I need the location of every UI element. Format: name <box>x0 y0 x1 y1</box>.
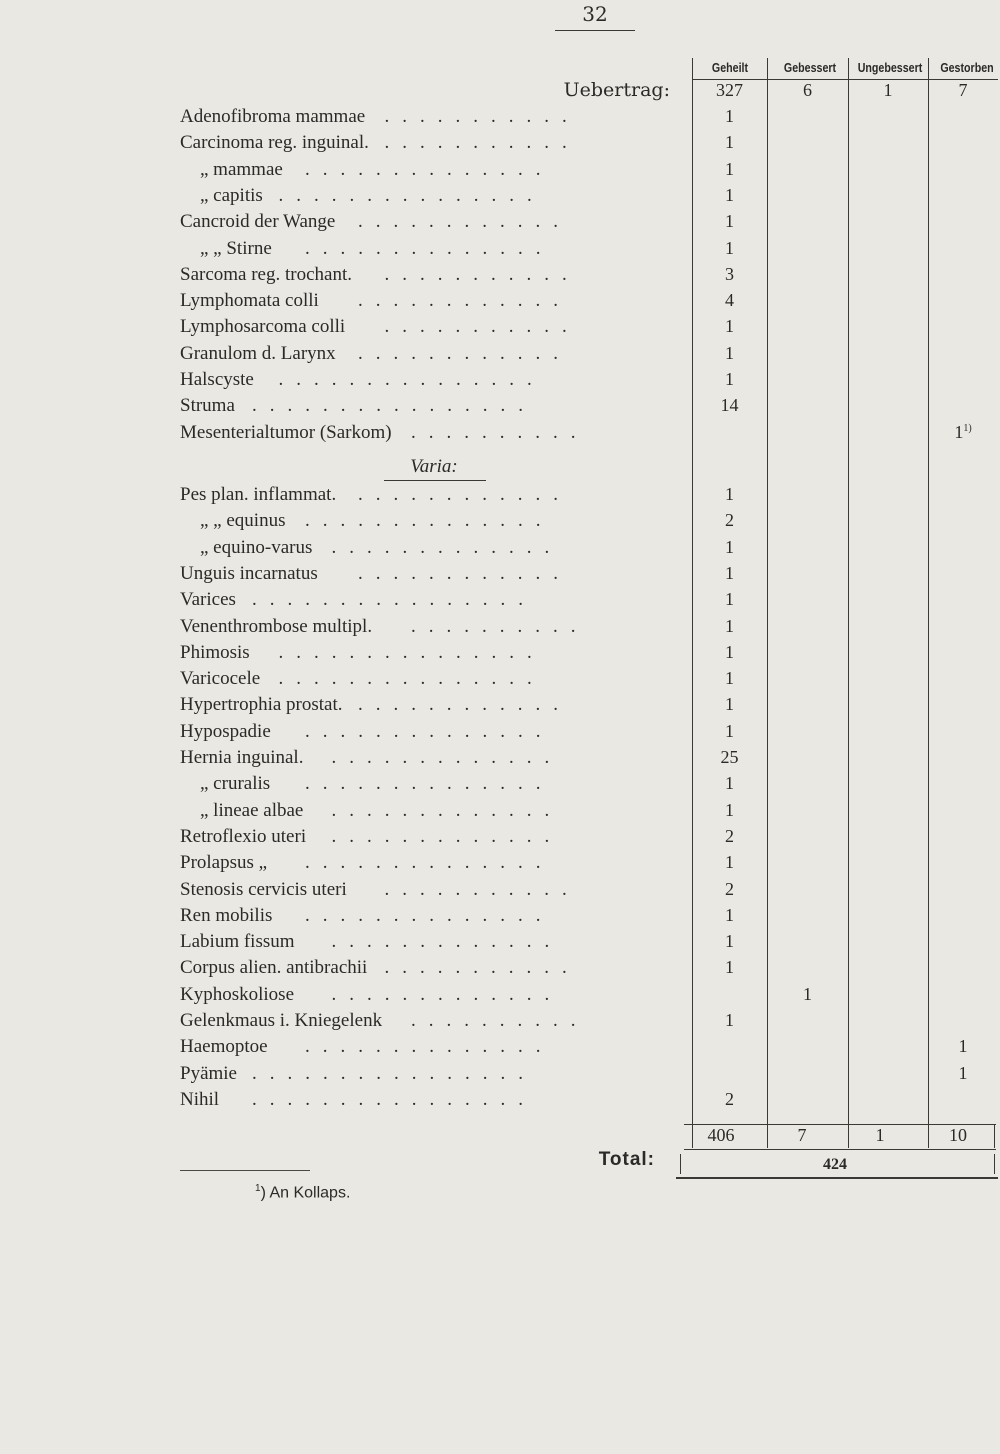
cell-value: 1 <box>725 238 734 258</box>
cell-value: 1 <box>725 852 734 872</box>
row-label: Mesenterialtumor (Sarkom) <box>180 422 392 443</box>
row-label: Kyphoskoliose <box>180 984 294 1005</box>
cell-value: 1 <box>725 1010 734 1030</box>
row-label: Varices <box>180 589 236 610</box>
cell-value: 1 <box>725 616 734 636</box>
row-label: Phimosis <box>180 642 250 663</box>
cell-value: 1 <box>725 957 734 977</box>
cell-value: 1 <box>725 905 734 925</box>
cell-value: 1 <box>725 132 734 152</box>
column-rule <box>848 58 849 1148</box>
cell-geheilt <box>692 721 767 742</box>
leader-dots: .............. <box>305 852 554 873</box>
cell-value: 3 <box>725 264 734 284</box>
leader-dots: ............. <box>331 826 563 847</box>
cell-geheilt <box>692 747 767 768</box>
cell-geheilt <box>692 510 767 531</box>
cell-value: 4 <box>725 290 734 310</box>
cell-value: 25 <box>720 747 739 767</box>
cell-value: 1 <box>958 1063 968 1083</box>
column-rule <box>928 58 929 1148</box>
row-label: Granulom d. Larynx <box>180 343 336 364</box>
row-label: Ren mobilis <box>180 905 273 926</box>
leader-dots: ............. <box>331 800 563 821</box>
cell-value: 2 <box>725 510 734 530</box>
row-label: „ mammae <box>200 159 283 180</box>
leader-dots: .............. <box>305 238 554 259</box>
cell-geheilt <box>692 773 767 794</box>
cell-gebessert <box>767 984 848 1005</box>
cell-value: 1 <box>725 773 734 793</box>
cell-value: 1 <box>725 721 734 741</box>
cell-value: 1 <box>958 1036 968 1056</box>
leader-dots: .............. <box>305 773 554 794</box>
row-label: Cancroid der Wange <box>180 211 336 232</box>
row-label: Venenthrombose multipl. <box>180 616 373 637</box>
cell-gestorben <box>928 1063 998 1084</box>
leader-dots: ............. <box>331 931 563 952</box>
cell-value: 1 <box>954 422 964 442</box>
column-header-gebessert: Gebessert <box>783 60 837 75</box>
leader-dots: ........... <box>384 879 580 900</box>
cell-geheilt <box>692 563 767 584</box>
carry-over-ungebessert: 1 <box>883 80 893 100</box>
cell-geheilt <box>692 343 767 364</box>
row-label: Pyämie <box>180 1063 237 1084</box>
cell-value: 1 <box>725 369 734 389</box>
row-label: Unguis incarnatus <box>180 563 318 584</box>
grand-total: 424 <box>823 1156 847 1173</box>
section-heading-varia: Varia: <box>410 456 458 477</box>
row-label: „ cruralis <box>200 773 271 794</box>
leader-dots: ................ <box>252 395 536 416</box>
cell-geheilt <box>692 264 767 285</box>
row-label: Struma <box>180 395 235 416</box>
total-bracket-right <box>994 1154 995 1174</box>
subtotal-geheilt: 406 <box>707 1125 735 1145</box>
column-rule <box>994 1124 995 1148</box>
cell-geheilt <box>692 211 767 232</box>
row-label: „ equino-varus <box>200 537 313 558</box>
subtotal-gestorben: 10 <box>949 1125 967 1145</box>
row-label: „ capitis <box>200 185 263 206</box>
cell-geheilt <box>692 290 767 311</box>
leader-dots: ............ <box>358 484 571 505</box>
leader-dots: ............... <box>278 185 545 206</box>
row-label: Corpus alien. antibrachii <box>180 957 368 978</box>
cell-geheilt <box>692 369 767 390</box>
leader-dots: ........... <box>384 132 580 153</box>
leader-dots: ................ <box>252 1089 536 1110</box>
carry-over-label: Uebertrag: <box>563 79 670 101</box>
cell-geheilt <box>692 957 767 978</box>
cell-geheilt <box>692 484 767 505</box>
footnote <box>255 1183 350 1202</box>
leader-dots: ............ <box>358 211 571 232</box>
leader-dots: ............... <box>278 668 545 689</box>
column-header-ungebessert: Ungebessert <box>857 60 923 75</box>
row-label: „ „ Stirne <box>200 238 272 259</box>
cell-gestorben <box>928 1036 998 1057</box>
total-label: Total: <box>598 1149 655 1170</box>
row-label: Lymphosarcoma colli <box>180 316 346 337</box>
cell-geheilt <box>692 826 767 847</box>
cell-geheilt <box>692 879 767 900</box>
subtotal-ungebessert: 1 <box>875 1125 885 1145</box>
leader-dots: .............. <box>305 159 554 180</box>
cell-value: 1 <box>725 343 734 363</box>
cell-geheilt <box>692 1089 767 1110</box>
cell-geheilt <box>692 694 767 715</box>
leader-dots: ........... <box>384 264 580 285</box>
cell-geheilt <box>692 1010 767 1031</box>
leader-dots: .............. <box>305 510 554 531</box>
row-label: Hernia inguinal. <box>180 747 304 768</box>
cell-geheilt <box>692 238 767 259</box>
leader-dots: ............ <box>358 563 571 584</box>
leader-dots: ................ <box>252 1063 536 1084</box>
cell-value: 1 <box>725 563 734 583</box>
cell-value: 2 <box>725 1089 734 1109</box>
carry-over-gestorben: 7 <box>958 80 968 100</box>
footnote-rule <box>180 1170 310 1171</box>
carry-over-geheilt: 327 <box>716 80 743 100</box>
cell-geheilt <box>692 132 767 153</box>
cell-geheilt <box>692 537 767 558</box>
cell-geheilt <box>692 852 767 873</box>
leader-dots: .............. <box>305 721 554 742</box>
footnote-text: ) An Kollaps. <box>260 1184 351 1202</box>
cell-geheilt <box>692 905 767 926</box>
cell-geheilt <box>692 159 767 180</box>
leader-dots: .......... <box>411 1010 589 1031</box>
row-label: Adenofibroma mammae <box>180 106 366 127</box>
cell-gestorben <box>928 422 998 443</box>
cell-geheilt <box>692 106 767 127</box>
cell-geheilt <box>692 931 767 952</box>
row-label: Varicocele <box>180 668 261 689</box>
cell-geheilt <box>692 185 767 206</box>
cell-value: 2 <box>725 879 734 899</box>
row-label: Haemoptoe <box>180 1036 268 1057</box>
leader-dots: .............. <box>305 1036 554 1057</box>
leader-dots: ............. <box>331 747 563 768</box>
row-label: Halscyste <box>180 369 254 390</box>
cell-geheilt <box>692 642 767 663</box>
row-label: Sarcoma reg. trochant. <box>180 264 352 285</box>
total-rule <box>676 1177 998 1179</box>
cell-footnote-ref: 1) <box>963 423 972 434</box>
cell-value: 1 <box>725 211 734 231</box>
page-number-rule <box>555 30 635 31</box>
leader-dots: .......... <box>411 616 589 637</box>
leader-dots: ............ <box>358 343 571 364</box>
cell-value: 1 <box>725 537 734 557</box>
subtotal-gebessert: 7 <box>797 1125 807 1145</box>
cell-value: 1 <box>725 668 734 688</box>
leader-dots: ........... <box>384 957 580 978</box>
cell-value: 1 <box>725 484 734 504</box>
cell-value: 1 <box>725 931 734 951</box>
cell-value: 1 <box>803 984 812 1004</box>
row-label: Gelenkmaus i. Kniegelenk <box>180 1010 383 1031</box>
row-label: Prolapsus „ <box>180 852 268 873</box>
column-header-gestorben: Gestorben <box>940 60 994 75</box>
cell-value: 1 <box>725 316 734 336</box>
leader-dots: ............. <box>331 537 563 558</box>
carry-over-gebessert: 6 <box>803 80 812 100</box>
leader-dots: ........... <box>384 106 580 127</box>
cell-geheilt <box>692 668 767 689</box>
leader-dots: ............ <box>358 694 571 715</box>
leader-dots: ............ <box>358 290 571 311</box>
leader-dots: ........... <box>384 316 580 337</box>
cell-value: 1 <box>725 185 734 205</box>
row-label: Hypospadie <box>180 721 271 742</box>
page-number: 32 <box>582 2 608 26</box>
cell-geheilt <box>692 395 767 416</box>
cell-geheilt <box>692 800 767 821</box>
row-label: Retroflexio uteri <box>180 826 307 847</box>
row-label: „ „ equinus <box>200 510 286 531</box>
leader-dots: .............. <box>305 905 554 926</box>
leader-dots: ............... <box>278 642 545 663</box>
cell-geheilt <box>692 616 767 637</box>
leader-dots: ............. <box>331 984 563 1005</box>
cell-value: 1 <box>725 159 734 179</box>
row-label: Lymphomata colli <box>180 290 319 311</box>
cell-value: 1 <box>725 589 734 609</box>
row-label: Hypertrophia prostat. <box>180 694 343 715</box>
cell-value: 1 <box>725 106 734 126</box>
cell-value: 1 <box>725 642 734 662</box>
leader-dots: ................ <box>252 589 536 610</box>
section-heading-rule <box>384 480 486 481</box>
total-bracket-left <box>680 1154 681 1174</box>
cell-value: 14 <box>720 395 739 415</box>
footnote-marker: 1 <box>255 1183 261 1194</box>
cell-geheilt <box>692 316 767 337</box>
cell-geheilt <box>692 589 767 610</box>
row-label: Nihil <box>180 1089 220 1110</box>
leader-dots: .......... <box>411 422 589 443</box>
row-label: Stenosis cervicis uteri <box>180 879 347 900</box>
subtotal-bottom-rule <box>684 1149 996 1150</box>
cell-value: 1 <box>725 800 734 820</box>
leader-dots: ............... <box>278 369 545 390</box>
row-label: Carcinoma reg. inguinal. <box>180 132 369 153</box>
row-label: Labium fissum <box>180 931 295 952</box>
cell-value: 2 <box>725 826 734 846</box>
row-label: „ lineae albae <box>200 800 304 821</box>
cell-value: 1 <box>725 694 734 714</box>
column-header-geheilt: Geheilt <box>711 60 749 75</box>
row-label: Pes plan. inflammat. <box>180 484 337 505</box>
